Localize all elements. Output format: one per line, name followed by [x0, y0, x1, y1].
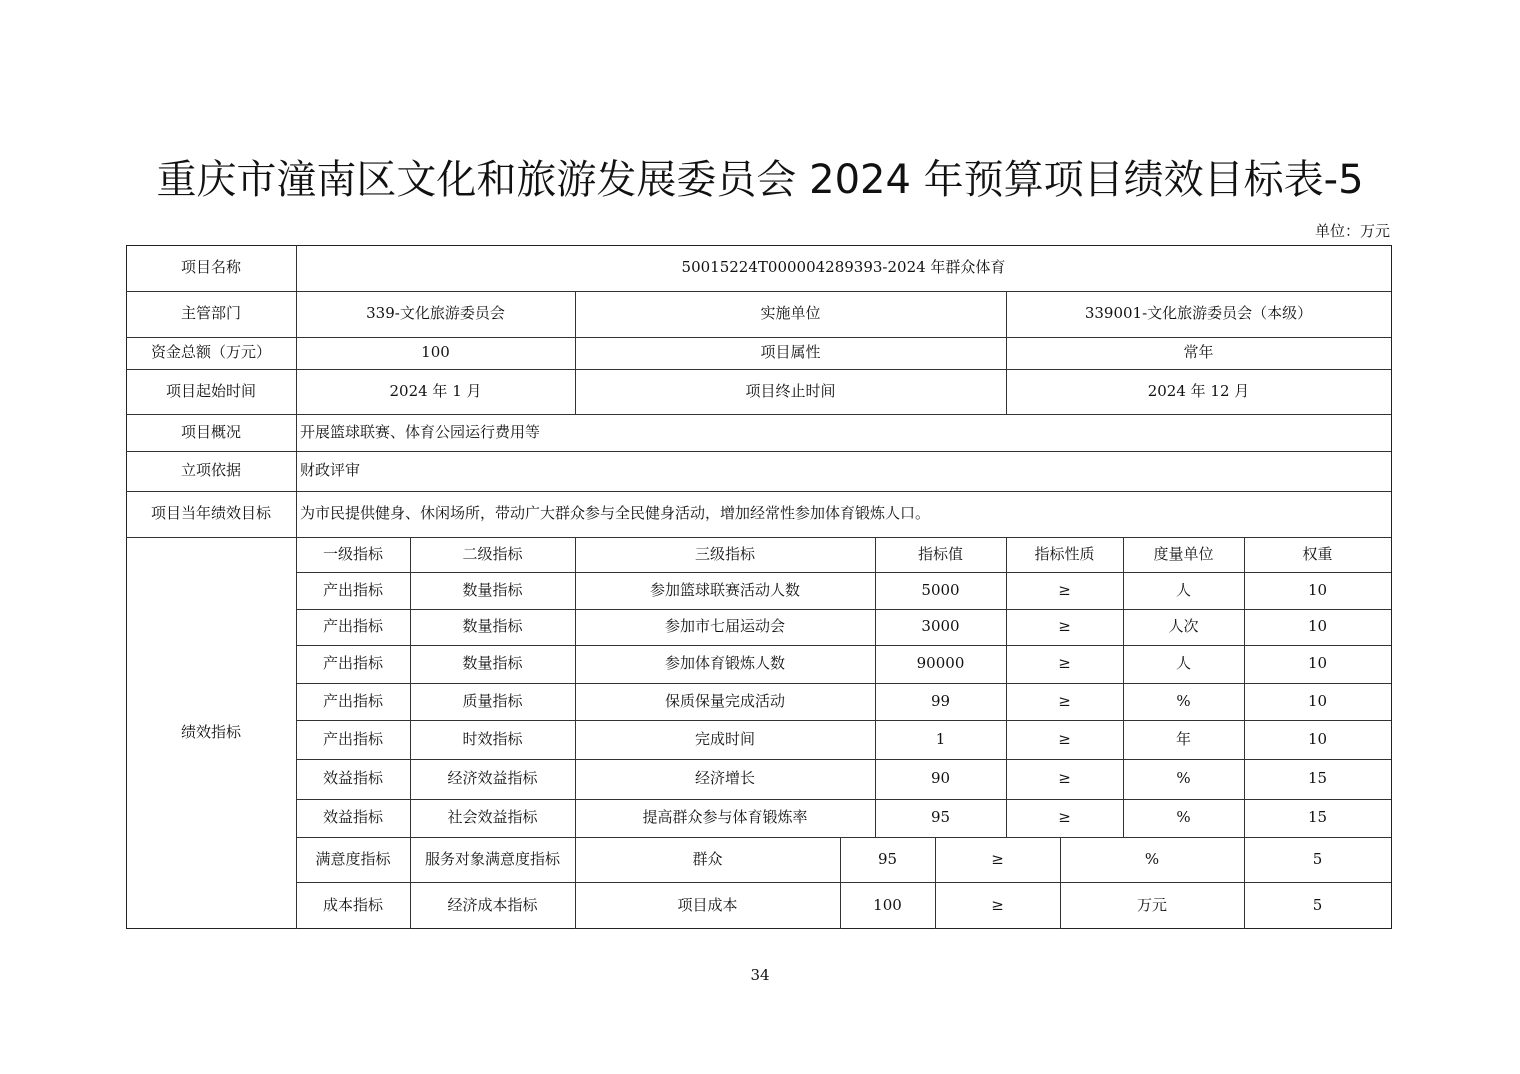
indicator-cell: %	[1176, 808, 1191, 827]
indicator-cell: 10	[1307, 654, 1328, 673]
label-attr: 项目属性	[760, 343, 821, 362]
indicator-cell: ≥	[991, 849, 1004, 868]
indicator-cell: 产出指标	[322, 580, 383, 599]
value-start: 2024 年 1 月	[389, 381, 482, 400]
indicator-header: 指标值	[917, 544, 963, 563]
label-fund: 资金总额（万元）	[150, 343, 271, 362]
unit-label: 单位：万元	[1314, 222, 1390, 240]
indicator-header: 度量单位	[1153, 544, 1214, 563]
indicator-cell: 经济效益指标	[447, 769, 538, 788]
indicator-cell: ≥	[1058, 617, 1071, 636]
label-goal: 项目当年绩效目标	[150, 504, 271, 523]
indicator-cell: 1	[935, 729, 946, 748]
indicator-cell: 人次	[1168, 617, 1199, 636]
indicator-cell: 服务对象满意度指标	[424, 849, 560, 868]
indicator-cell: %	[1144, 849, 1160, 868]
indicator-cell: 产出指标	[322, 617, 383, 636]
indicator-cell: 提高群众参与体育锻炼率	[642, 808, 808, 827]
indicator-cell: 参加市七届运动会	[664, 617, 785, 636]
value-basis: 财政评审	[300, 461, 361, 480]
indicator-cell: %	[1176, 691, 1191, 710]
indicator-header: 一级指标	[322, 544, 383, 563]
indicator-cell: 群众	[692, 849, 723, 868]
indicator-cell: 项目成本	[677, 895, 738, 914]
indicator-cell: 10	[1307, 729, 1328, 748]
indicator-cell: 参加体育锻炼人数	[664, 654, 785, 673]
indicator-header: 三级指标	[694, 544, 755, 563]
indicator-cell: 90	[930, 769, 951, 788]
indicator-cell: 数量指标	[462, 580, 523, 599]
indicator-cell: 万元	[1136, 895, 1167, 914]
indicator-cell: ≥	[1058, 691, 1071, 710]
indicator-header: 指标性质	[1034, 544, 1095, 563]
indicator-cell: 95	[877, 849, 898, 868]
indicator-cell: 5	[1312, 895, 1323, 914]
value-impl: 339001-文化旅游委员会（本级）	[1084, 304, 1313, 323]
indicator-cell: 10	[1307, 691, 1328, 710]
label-start: 项目起始时间	[165, 381, 256, 400]
label-project-name: 项目名称	[180, 258, 241, 277]
indicator-cell: 产出指标	[322, 729, 383, 748]
indicator-cell: 产出指标	[322, 654, 383, 673]
indicator-cell: 经济增长	[694, 769, 755, 788]
indicator-cell: 100	[873, 895, 902, 914]
indicator-cell: 人	[1175, 580, 1191, 599]
indicator-cell: 10	[1307, 580, 1328, 599]
indicator-cell: 保质保量完成活动	[664, 691, 785, 710]
indicator-cell: 完成时间	[694, 729, 755, 748]
value-overview: 开展篮球联赛、体育公园运行费用等	[300, 422, 541, 441]
indicator-cell: 成本指标	[322, 895, 383, 914]
indicator-cell: 数量指标	[462, 617, 523, 636]
page-number: 34	[750, 966, 770, 984]
indicator-cell: ≥	[1058, 769, 1071, 788]
indicator-cell: ≥	[1058, 808, 1071, 827]
indicator-cell: 效益指标	[322, 808, 383, 827]
indicator-cell: 产出指标	[322, 691, 383, 710]
page-title: 重庆市潼南区文化和旅游发展委员会 2024 年预算项目绩效目标表-5	[156, 157, 1364, 203]
indicator-cell: 90000	[916, 654, 965, 673]
label-basis: 立项依据	[180, 461, 241, 480]
value-attr: 常年	[1183, 343, 1214, 362]
indicator-cell: 15	[1307, 808, 1328, 827]
indicator-cell: 参加篮球联赛活动人数	[649, 580, 800, 599]
label-indicators: 绩效指标	[180, 723, 241, 742]
value-goal: 为市民提供健身、休闲场所，带动广大群众参与全民健身活动，增加经常性参加体育锻炼人口。	[300, 504, 931, 523]
indicator-cell: 时效指标	[462, 729, 523, 748]
indicator-header: 权重	[1302, 544, 1333, 563]
indicator-cell: 3000	[921, 617, 960, 636]
indicator-cell: %	[1176, 769, 1191, 788]
indicator-cell: 年	[1175, 729, 1191, 748]
indicator-cell: 数量指标	[462, 654, 523, 673]
indicator-cell: 99	[930, 691, 951, 710]
indicator-cell: 人	[1175, 654, 1191, 673]
indicator-cell: ≥	[1058, 654, 1071, 673]
indicator-cell: 15	[1307, 769, 1328, 788]
indicator-cell: 5	[1312, 849, 1323, 868]
label-overview: 项目概况	[180, 422, 241, 441]
indicator-cell: 95	[930, 808, 951, 827]
label-dept: 主管部门	[180, 304, 241, 323]
value-end: 2024 年 12 月	[1147, 381, 1250, 400]
value-dept: 339-文化旅游委员会	[366, 304, 505, 323]
label-impl: 实施单位	[760, 304, 821, 323]
indicator-header: 二级指标	[462, 544, 523, 563]
value-fund: 100	[421, 343, 450, 362]
value-project-name: 50015224T000004289393-2024 年群众体育	[681, 258, 1006, 277]
label-end: 项目终止时间	[745, 381, 836, 400]
indicator-cell: 社会效益指标	[447, 808, 538, 827]
indicator-cell: ≥	[1058, 729, 1071, 748]
indicator-cell: 满意度指标	[315, 849, 391, 868]
indicator-cell: ≥	[991, 895, 1004, 914]
indicator-cell: ≥	[1058, 580, 1071, 599]
indicator-cell: 5000	[921, 580, 960, 599]
indicator-cell: 效益指标	[322, 769, 383, 788]
indicator-cell: 10	[1307, 617, 1328, 636]
indicator-cell: 质量指标	[462, 691, 523, 710]
indicator-cell: 经济成本指标	[447, 895, 538, 914]
